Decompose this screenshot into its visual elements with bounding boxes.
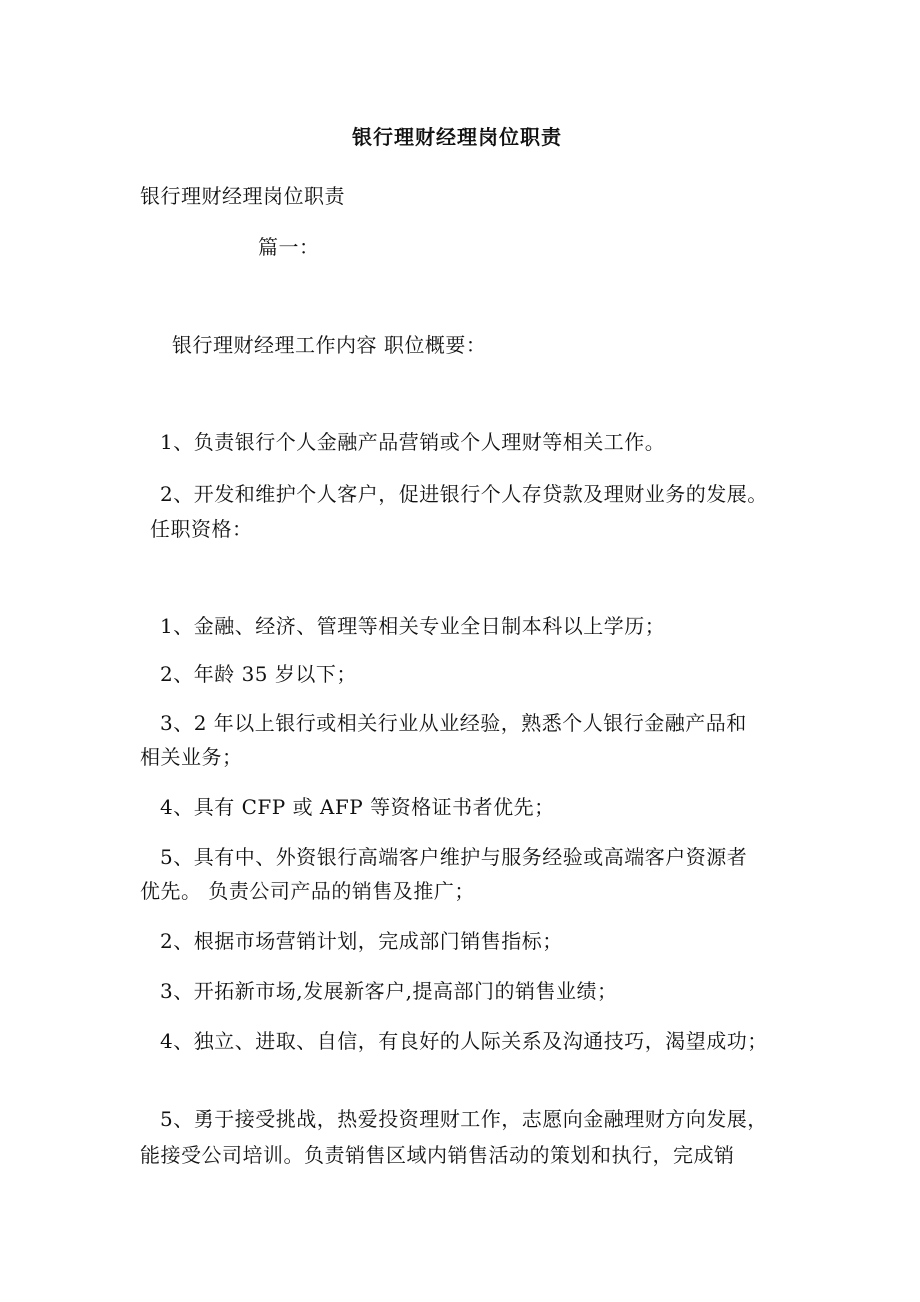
sales-item-4: 4、独立、进取、自信，有良好的人际关系及沟通技巧，渴望成功； (160, 1029, 768, 1053)
qualification-item-5: 5、具有中、外资银行高端客户维护与服务经验或高端客户资源者 (160, 845, 748, 869)
section-label: 篇一： (258, 235, 320, 259)
qualification-item-3-continued: 相关业务； (140, 745, 243, 769)
duty-item-1: 1、负责银行个人金融产品营销或个人理财等相关工作。 (160, 430, 666, 454)
document-title: 银行理财经理岗位职责 (352, 125, 562, 149)
qualification-item-2: 2、年龄 35 岁以下； (160, 662, 357, 686)
qualification-item-4: 4、具有 CFP 或 AFP 等资格证书者优先； (160, 795, 555, 819)
qualification-item-5-continued: 优先。 负责公司产品的销售及推广； (140, 879, 475, 903)
qualification-item-3: 3、2 年以上银行或相关行业从业经验，熟悉个人银行金融产品和 (160, 711, 747, 735)
sales-item-5-continued: 能接受公司培训。负责销售区域内销售活动的策划和执行，完成销 (140, 1143, 735, 1167)
document-subtitle: 银行理财经理岗位职责 (140, 184, 345, 208)
qualifications-heading: 任职资格： (150, 517, 253, 541)
sales-item-5: 5、勇于接受挑战，热爱投资理财工作，志愿向金融理财方向发展， (160, 1107, 768, 1131)
duty-item-2: 2、开发和维护个人客户，促进银行个人存贷款及理财业务的发展。 (160, 482, 768, 506)
sales-item-2: 2、根据市场营销计划，完成部门销售指标； (160, 929, 563, 953)
intro-paragraph: 银行理财经理工作内容 职位概要： (172, 333, 487, 357)
sales-item-3: 3、开拓新市场,发展新客户,提高部门的销售业绩； (160, 979, 618, 1003)
qualification-item-1: 1、金融、经济、管理等相关专业全日制本科以上学历； (160, 614, 666, 638)
